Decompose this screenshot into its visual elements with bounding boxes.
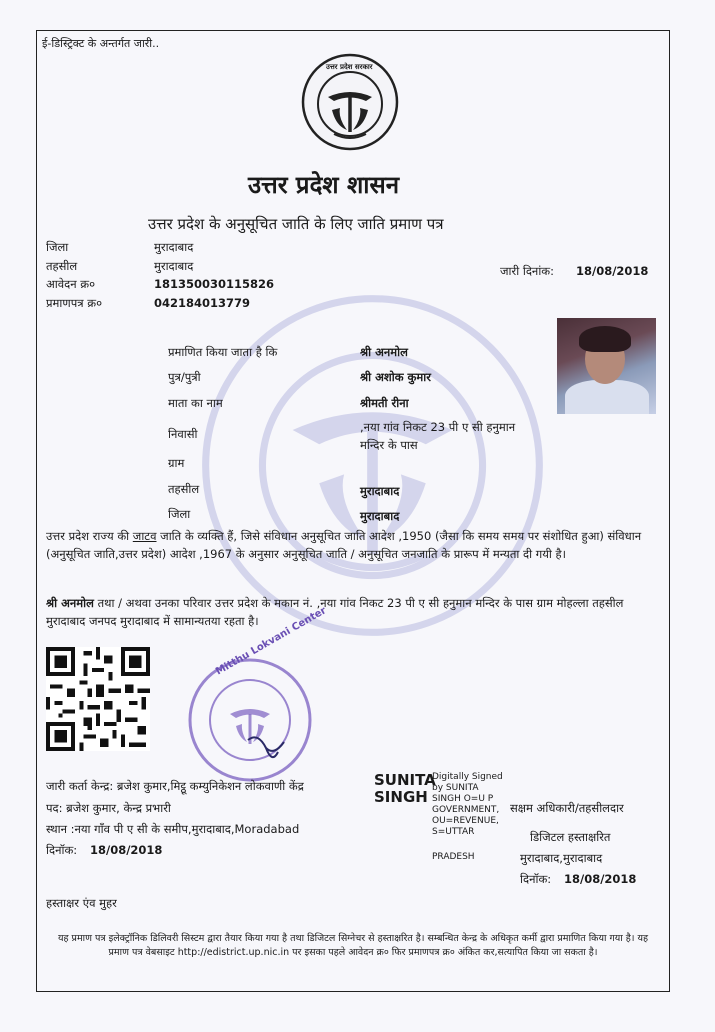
residence-applicant-name: श्री अनमोल bbox=[46, 596, 94, 610]
detail-tehsil-label: तहसील bbox=[168, 482, 200, 496]
certificate-title: उत्तर प्रदेश शासन bbox=[248, 170, 400, 199]
applicant-name: श्री अनमोल bbox=[360, 345, 408, 359]
issuer-date-value: 18/08/2018 bbox=[90, 843, 163, 857]
application-label: आवेदन क्र० bbox=[46, 277, 96, 291]
detail-district-label: जिला bbox=[168, 507, 191, 521]
certificate-number-label: प्रमाणपत्र क्र० bbox=[46, 296, 103, 310]
certified-label: प्रमाणित किया जाता है कि bbox=[168, 345, 278, 359]
mother-name: श्रीमती रीना bbox=[360, 396, 409, 410]
applicant-photo bbox=[557, 318, 656, 414]
residence-statement bbox=[46, 594, 664, 630]
tehsil-label: तहसील bbox=[46, 259, 78, 273]
signer-name-line1: SUNITA bbox=[374, 771, 436, 789]
district-value: मुरादाबाद bbox=[154, 240, 194, 254]
caste-statement-part1: उत्तर प्रदेश राज्य की bbox=[46, 529, 133, 543]
signer-name bbox=[374, 772, 436, 806]
signature-line: Digitally Signed bbox=[432, 772, 503, 782]
caste-statement bbox=[46, 527, 664, 563]
certificate-number: 042184013779 bbox=[154, 296, 251, 310]
district-label: जिला bbox=[46, 240, 69, 254]
issuing-center: जारी कर्ता केन्द्र: ब्रजेश कुमार,मिट्ठू कम्युनिकेशन लोकवाणी केंद्र bbox=[46, 779, 304, 793]
issue-date-value: 18/08/2018 bbox=[576, 264, 649, 278]
emblem-text: उत्तर प्रदेश सरकार bbox=[326, 63, 373, 71]
center-seal-icon bbox=[186, 656, 314, 784]
caste-name: जाटव bbox=[132, 529, 157, 543]
signature-seal-label: हस्ताक्षर एंव मुहर bbox=[46, 896, 117, 910]
issue-date-label: जारी दिनांक: bbox=[500, 264, 555, 278]
resident-label: निवासी bbox=[168, 427, 198, 441]
mother-label: माता का नाम bbox=[168, 396, 223, 410]
issuer-post: पद: ब्रजेश कुमार, केन्द्र प्रभारी bbox=[46, 801, 171, 815]
digitally-signed-label: डिजिटल हस्ताक्षरित bbox=[530, 830, 611, 844]
qr-code-icon[interactable] bbox=[46, 647, 150, 751]
signature-line: SINGH O=U P bbox=[432, 794, 494, 804]
competent-authority: सक्षम अधिकारी/तहसीलदार bbox=[510, 801, 624, 815]
certificate-subtitle: उत्तर प्रदेश के अनुसूचित जाति के लिए जाति प्रमाण पत्र bbox=[148, 215, 444, 233]
resident-address-line2: मन्दिर के पास bbox=[360, 438, 418, 452]
issuer-place: स्थान :नया गाँव पी ए सी के समीप,मुरादाबाद,Moradabad bbox=[46, 822, 300, 836]
signer-name-line2: SINGH bbox=[374, 788, 428, 806]
parent-label: पुत्र/पुत्री bbox=[168, 370, 201, 384]
detail-district-value: मुरादाबाद bbox=[360, 509, 400, 523]
seal-text: Mitthu Lokvani Center bbox=[214, 605, 329, 678]
detail-tehsil-value: मुरादाबाद bbox=[360, 484, 400, 498]
resident-address-line1: ,नया गांव निकट 23 पी ए सी हनुमान bbox=[360, 420, 516, 434]
signature-line: OU=REVENUE, bbox=[432, 816, 499, 826]
tehsil-value: मुरादाबाद bbox=[154, 259, 194, 273]
caste-statement-part2: जाति के व्यक्ति हैं, जिसे संविधान अनुसूचित जाति आदेश ,1950 (जैसा कि समय समय पर संशोधित हुआ) संविधान (अनुसूचित जाति,उत्तर प्रदेश) आदेश ,1967 के अनुसार अनुसूचित जाति / अनुसूचित जनजाति के प्रारूप में मन्यता दी गयी है। bbox=[46, 529, 642, 561]
signature-line: by SUNITA bbox=[432, 783, 479, 793]
watermark-emblem-icon bbox=[195, 288, 550, 643]
residence-statement-text: तथा / अथवा उनका परिवार उत्तर प्रदेश के मकान नं. ,नया गांव निकट 23 पी ए सी हनुमान मन्दिर के पास ग्राम मोहल्ला तहसील मुरादाबाद जनपद मुरादाबाद में सामान्यतया रहता है। bbox=[46, 596, 624, 628]
village-label: ग्राम bbox=[168, 456, 185, 470]
issuer-date-label: दिनॉक: bbox=[46, 843, 78, 857]
digital-signature-details bbox=[432, 772, 503, 863]
father-name: श्री अशोक कुमार bbox=[360, 370, 431, 384]
footer-verification-note: यह प्रमाण पत्र इलेक्ट्रॉनिक डिलिवरी सिस्टम द्वारा तैयार किया गया है तथा डिजिटल सिग्नेचर से हस्ताक्षरित है। सम्बन्धित केन्द्र के अधिकृत कर्मी द्वारा प्रमाणित किया गया है। यह प्रमाण पत्र वेबसाइट http://edistrict.up.nic.in पर इसका पहले आवेदन क्र० फिर प्रमाणपत्र क्र० अंकित कर,सत्यापित किया जा सकता है। bbox=[57, 933, 649, 958]
authority-location: मुरादाबाद,मुरादाबाद bbox=[520, 851, 603, 865]
signature-line: PRADESH bbox=[432, 852, 475, 862]
authority-date-label: दिनॉक: bbox=[520, 872, 552, 886]
header-note: ई-डिस्ट्रिक्ट के अन्तर्गत जारी.. bbox=[42, 37, 160, 50]
application-number: 181350030115826 bbox=[154, 277, 275, 291]
signature-line: S=UTTAR bbox=[432, 827, 475, 837]
signature-line: GOVERNMENT, bbox=[432, 805, 500, 815]
authority-date-value: 18/08/2018 bbox=[564, 872, 637, 886]
